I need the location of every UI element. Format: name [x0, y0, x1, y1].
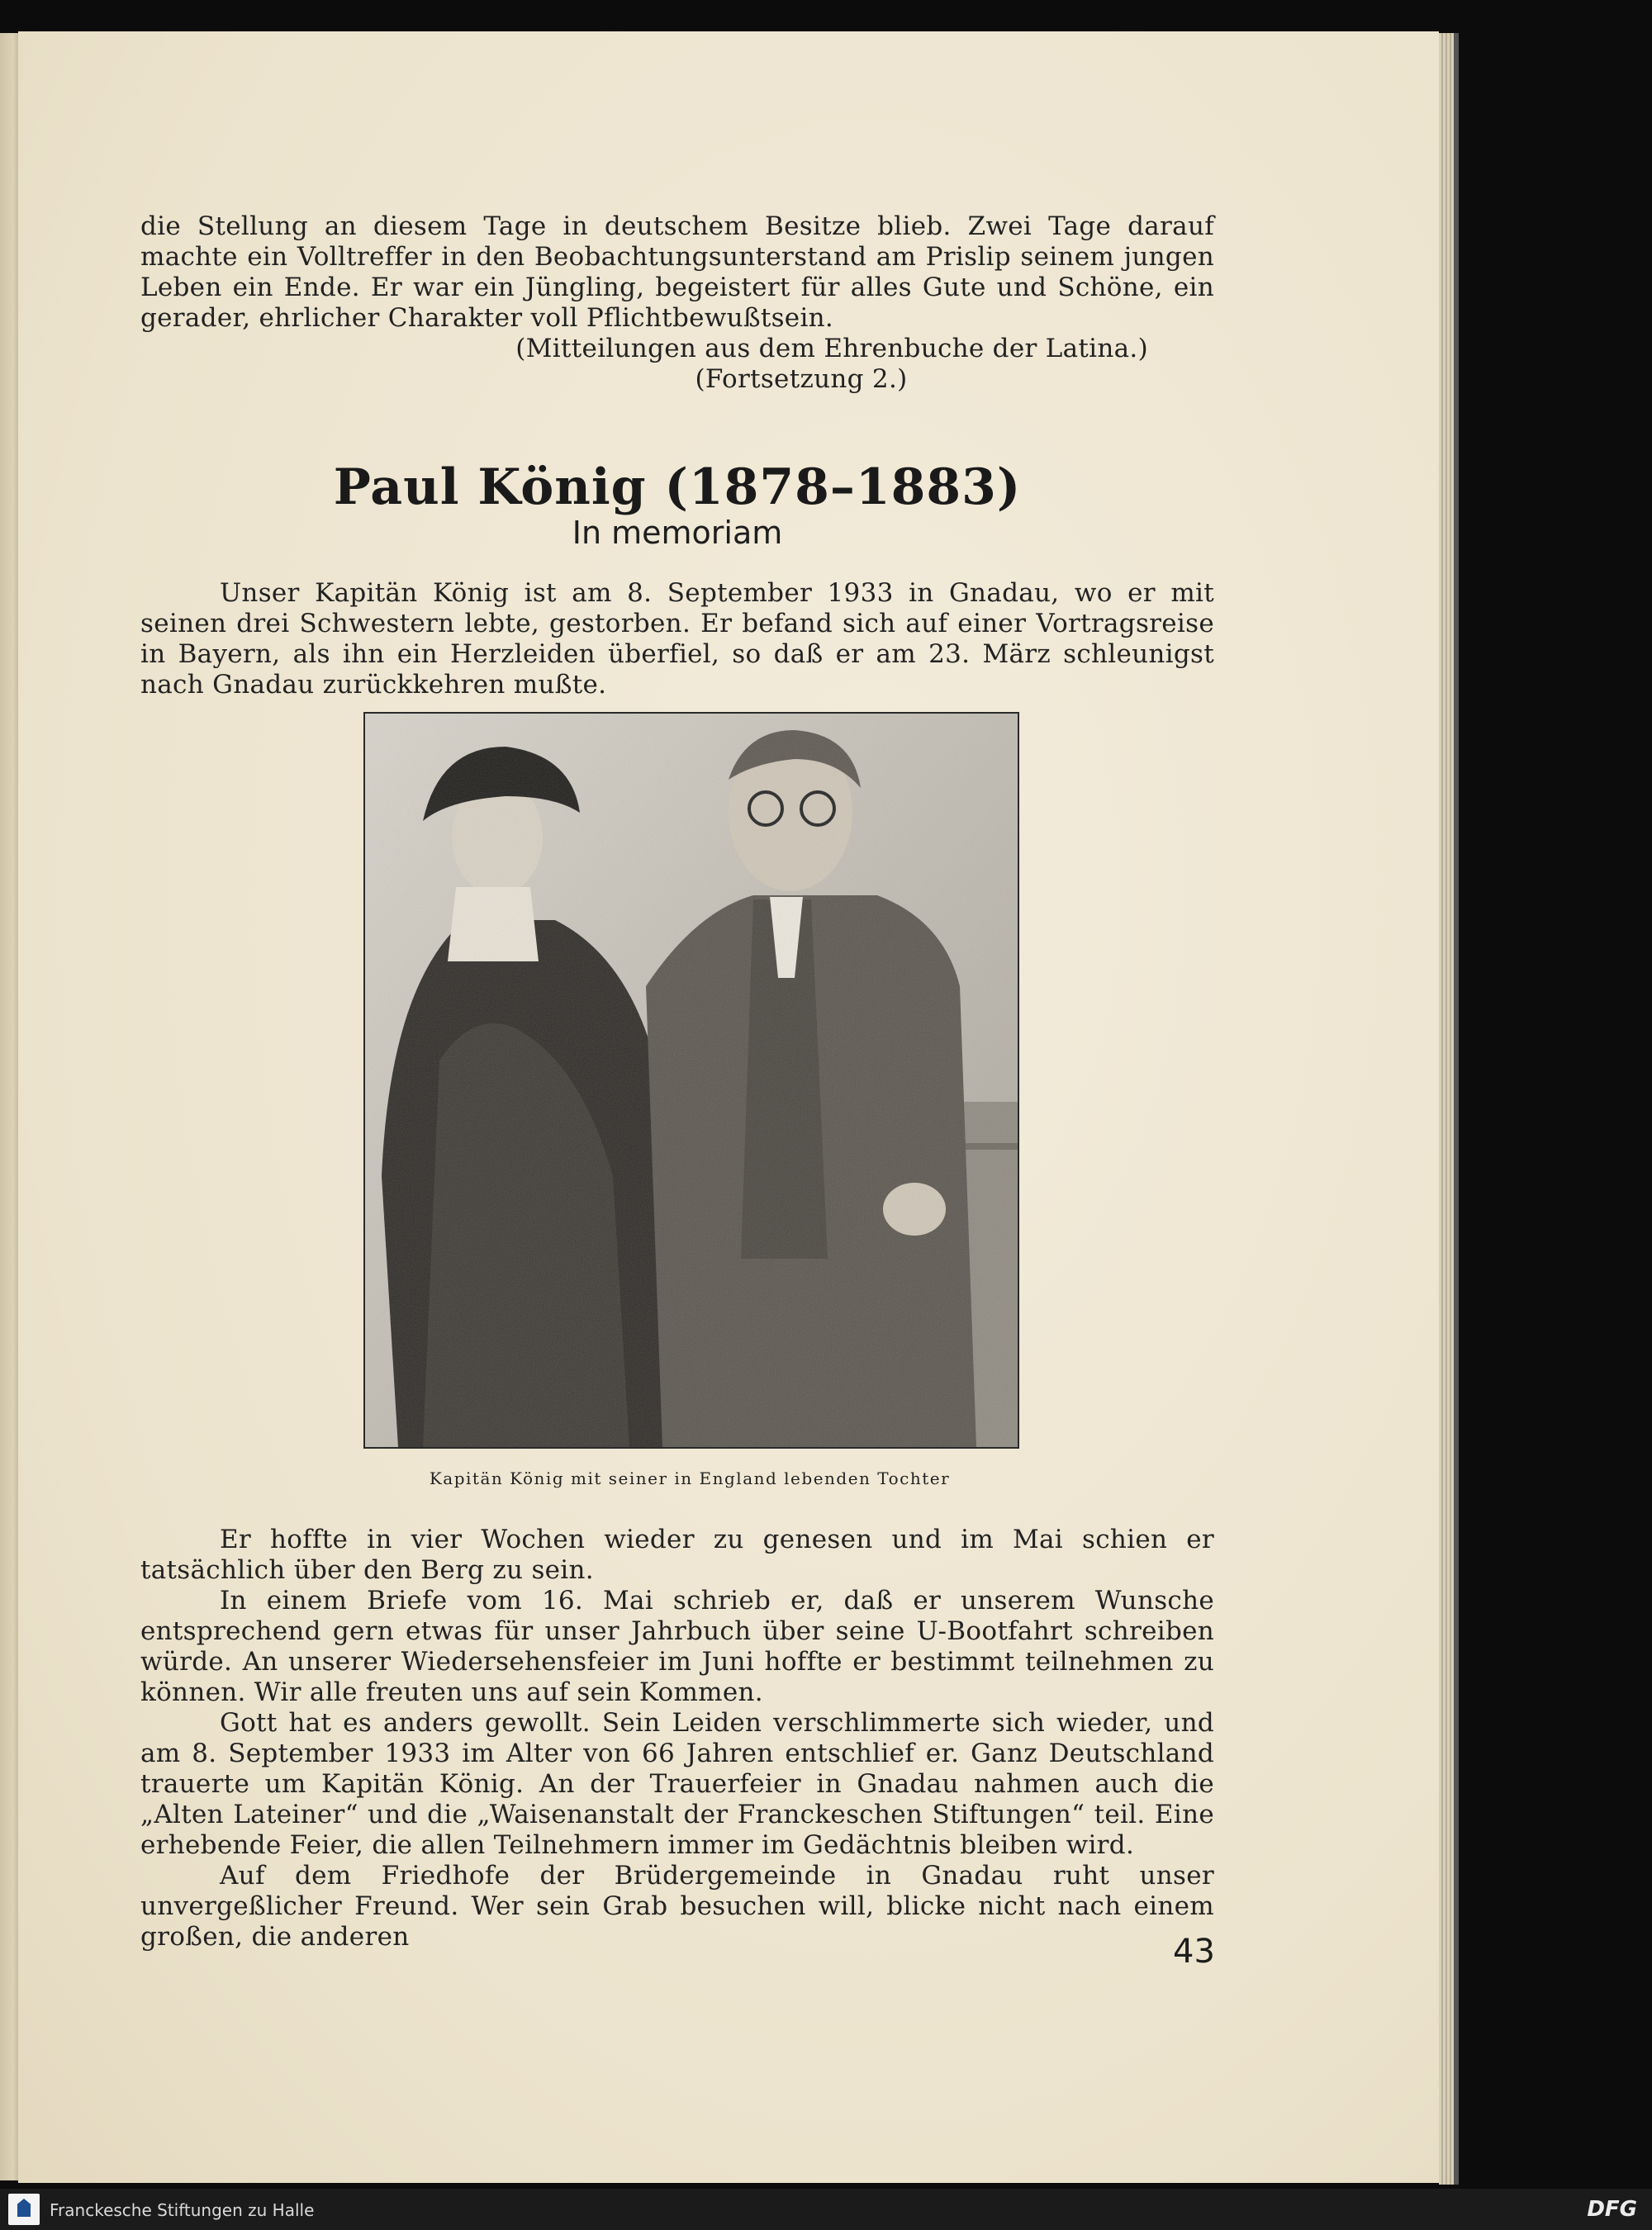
page-number: 43 — [1173, 1933, 1215, 1971]
article-title: Paul König (1878–1883) — [333, 458, 1022, 516]
article-heading — [140, 458, 1214, 551]
intro-section — [140, 578, 1214, 700]
continuation-note: (Fortsetzung 2.) — [695, 364, 908, 394]
intro-paragraph: Unser Kapitän König ist am 8. September 1933 in Gnadau, wo er mit seinen drei Schwestern lebte, gestorben. Er befand sich auf einer Vortragsreise in Bayern, als ihn ein Herzleiden überfiel, so daß er am 23. März schleunigst nach Gnadau zurückkehren mußte. — [140, 578, 1214, 700]
dfg-logo[interactable]: DFG — [1587, 2197, 1637, 2222]
source-note: (Mitteilungen aus dem Ehrenbuche der Latina.) — [515, 334, 1148, 363]
portrait-photo — [363, 712, 1019, 1449]
body-paragraph-3: Gott hat es anders gewollt. Sein Leiden verschlimmerte sich wieder, und am 8. September 1933 im Alter von 66 Jahren entschlief er. Ganz Deutschland trauerte um Kapitän König. An der Trauerfeier in Gnadau nahmen auch die „Alten Lateiner“ und die „Waisenanstalt der Franckeschen Stiftungen“ teil. Eine erhebende Feier, die allen Teilnehmern immer im Gedächtnis bleiben wird. — [140, 1708, 1214, 1860]
viewer-footer — [0, 2189, 1652, 2230]
photo-caption: Kapitän König mit seiner in England lebenden Tochter — [429, 1468, 951, 1488]
photo-image — [365, 714, 1018, 1447]
body-paragraph-1: Er hoffte in vier Wochen wieder zu genesen und im Mai schien er tatsächlich über den Berg zu sein. — [140, 1525, 1214, 1585]
body-paragraph-4: Auf dem Friedhofe der Brüdergemeinde in Gnadau ruht unser unvergeßlicher Freund. Wer sein Grab besuchen will, blicke nicht nach einem großen, die anderen — [140, 1861, 1214, 1952]
franckesche-logo-icon[interactable] — [8, 2194, 40, 2225]
continued-article — [140, 211, 1214, 395]
body-section — [140, 1525, 1214, 1952]
binding-shadow — [1454, 33, 1459, 2185]
page-stack-edge — [1439, 33, 1454, 2185]
body-paragraph-2: In einem Briefe vom 16. Mai schrieb er, daß er unserem Wunsche entsprechend gern etwas für unser Jahrbuch über seine U-Bootfahrt schreiben würde. An unserer Wiedersehensfeier im Juni hoffte er bestimmt teilnehmen zu können. Wir alle freuten uns auf sein Kommen. — [140, 1586, 1214, 1707]
continued-paragraph: die Stellung an diesem Tage in deutschem Besitze blieb. Zwei Tage darauf machte ein Volltreffer in den Beobachtungsunterstand am Prislip seinem jungen Leben ein Ende. Er war ein Jüngling, begeistert für alles Gute und Schöne, ein gerader, ehrlicher Charakter voll Pflichtbewußtsein. — [140, 211, 1214, 333]
institution-name[interactable]: Franckesche Stiftungen zu Halle — [50, 2200, 315, 2220]
article-subtitle: In memoriam — [572, 515, 783, 551]
